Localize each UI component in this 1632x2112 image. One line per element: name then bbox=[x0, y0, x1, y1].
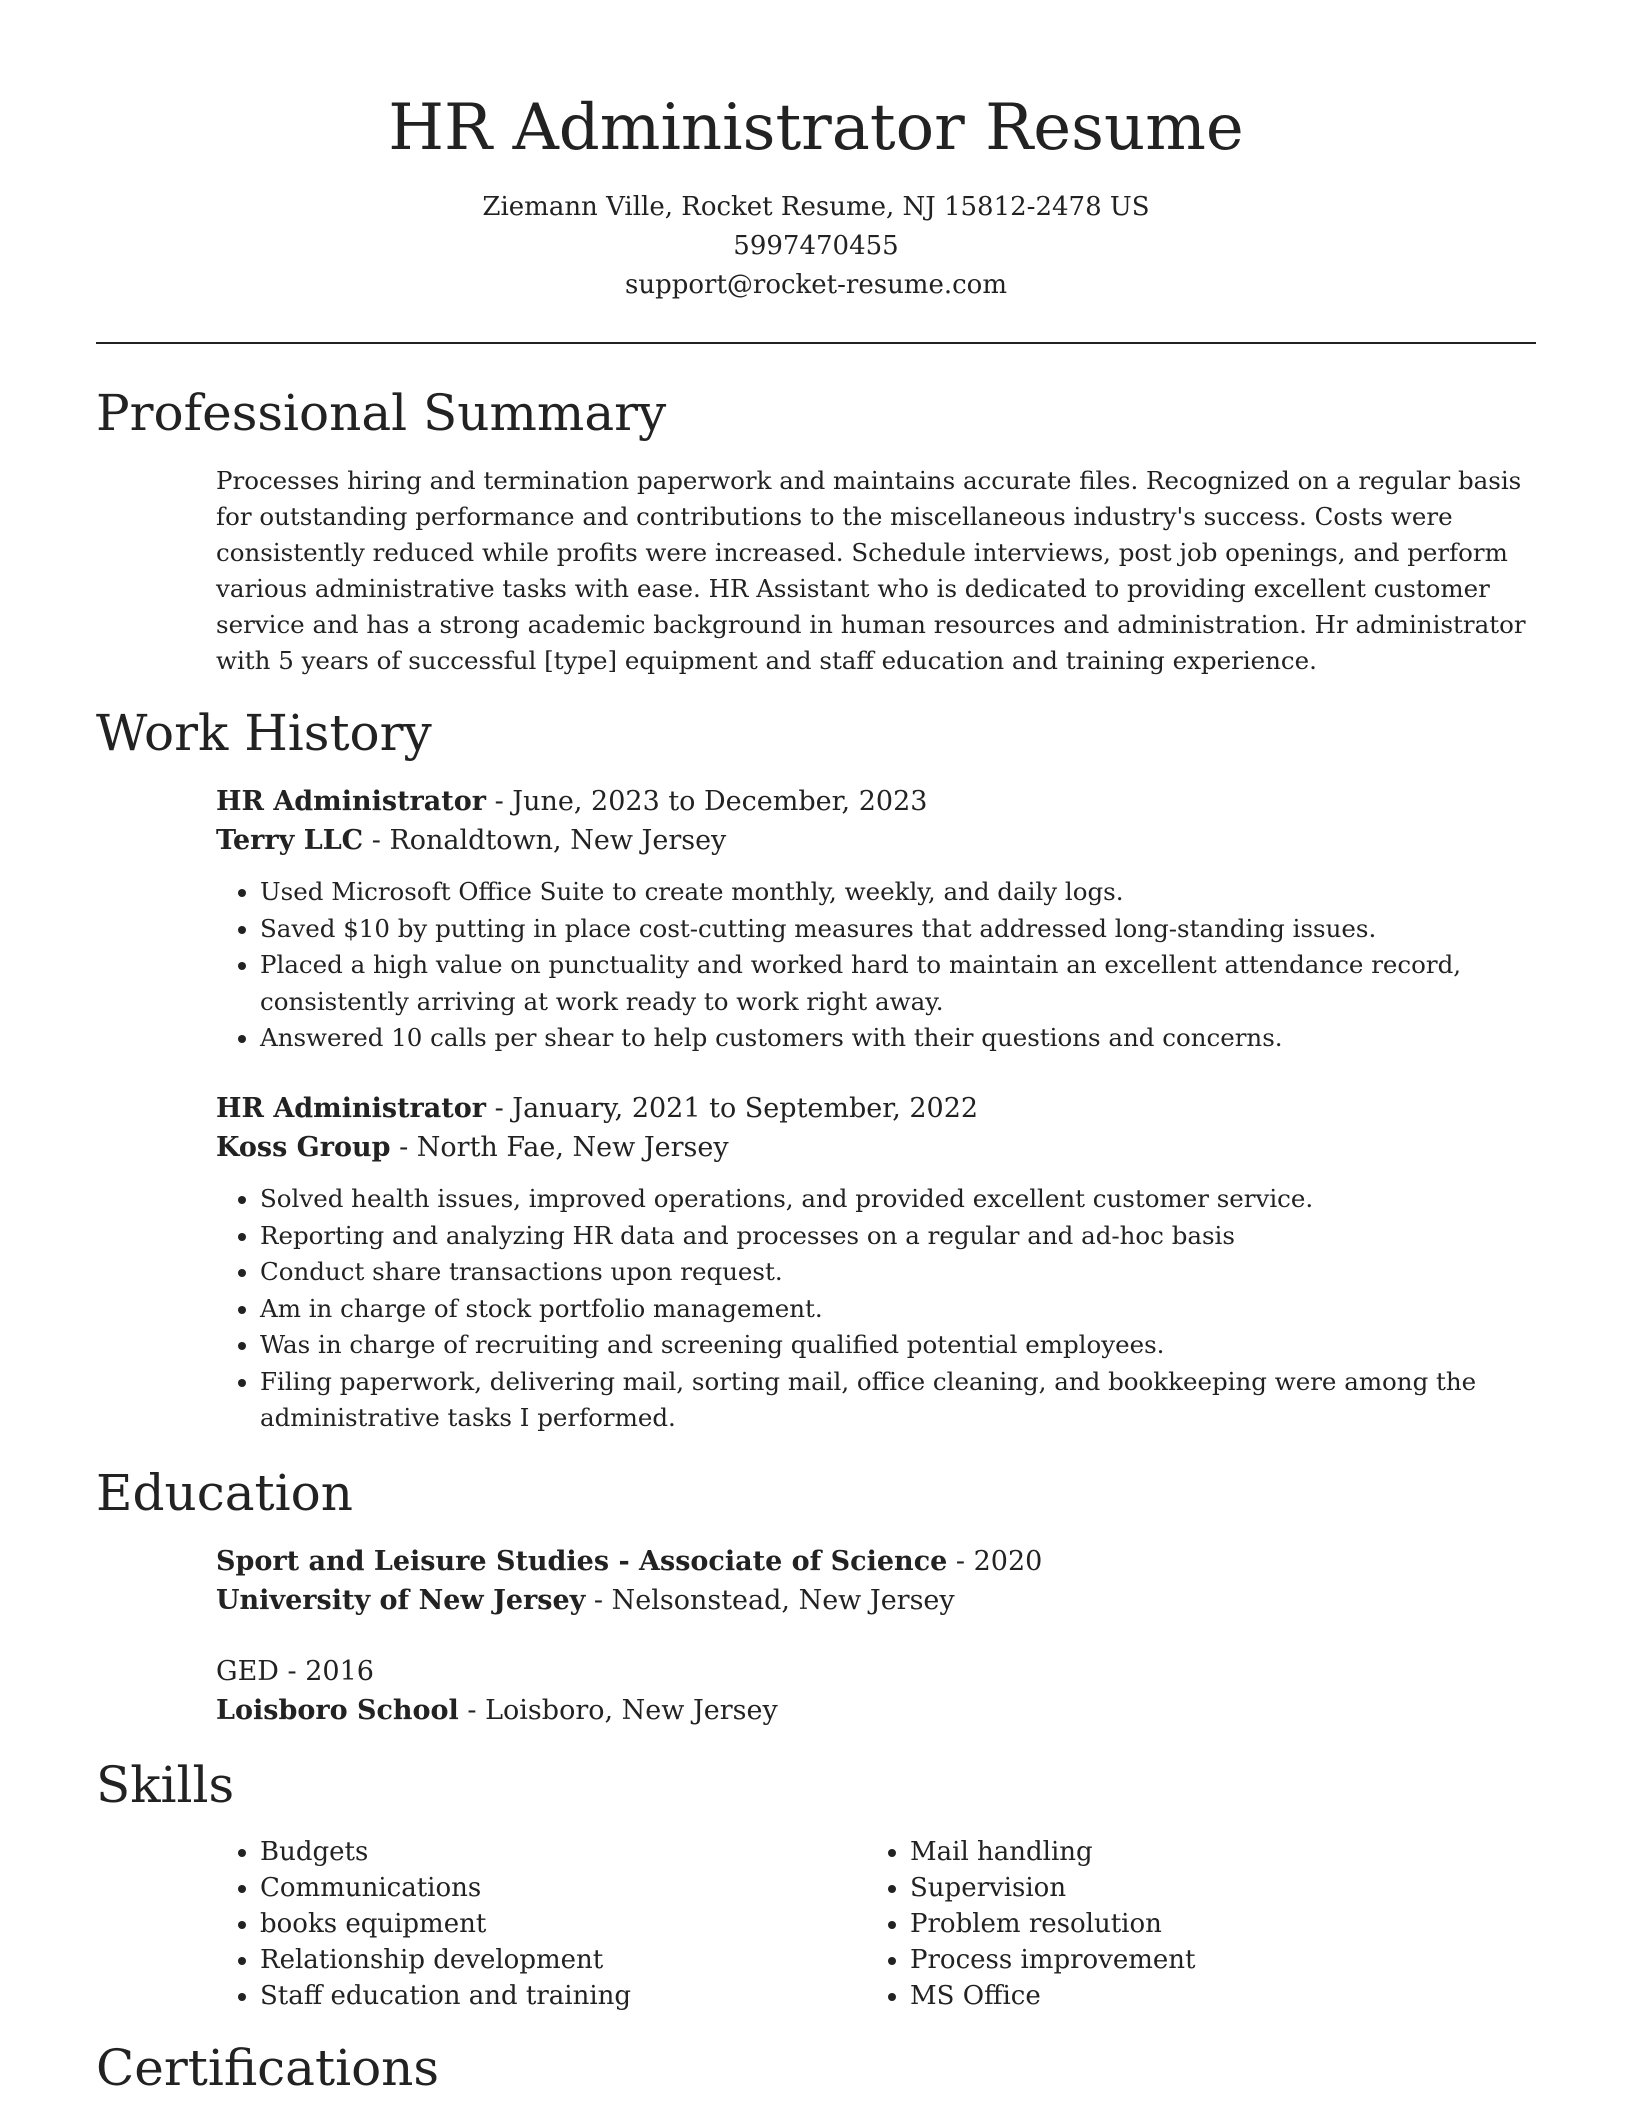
list-item: • Saved $10 by putting in place cost-cutting measures that addressed long-standing issues. bbox=[260, 911, 1526, 948]
work-history-heading: Work History bbox=[96, 704, 432, 762]
certifications-heading: Certifications bbox=[96, 2039, 440, 2097]
job-bullets bbox=[216, 1181, 1526, 1437]
skill-item: • books equipment bbox=[260, 1906, 866, 1942]
list-item: • Conduct share transactions upon request. bbox=[260, 1254, 1526, 1291]
education-school-line bbox=[216, 1691, 1526, 1730]
education-location: - Nelsonstead, New Jersey bbox=[585, 1585, 955, 1616]
email: support@rocket-resume.com bbox=[624, 270, 1007, 300]
skill-item: • Mail handling bbox=[910, 1834, 1195, 1870]
job-position: HR Administrator bbox=[216, 1093, 486, 1124]
job-location: - North Fae, New Jersey bbox=[390, 1132, 729, 1163]
job-location: - Ronaldtown, New Jersey bbox=[363, 825, 727, 856]
skills-column-left bbox=[216, 1834, 866, 2014]
summary-heading: Professional Summary bbox=[96, 384, 667, 442]
skill-item: • MS Office bbox=[910, 1978, 1195, 2014]
skill-item: • Budgets bbox=[260, 1834, 866, 1870]
list-item: • Used Microsoft Office Suite to create monthly, weekly, and daily logs. bbox=[260, 874, 1526, 911]
education-entry bbox=[216, 1652, 1526, 1730]
education-year: - 2020 bbox=[947, 1546, 1043, 1577]
job-company-line bbox=[216, 1128, 1526, 1167]
skills-heading: Skills bbox=[96, 1756, 235, 1814]
education-program-line: GED - 2016 bbox=[216, 1656, 374, 1687]
job-title-line bbox=[216, 782, 1526, 821]
address: Ziemann Ville, Rocket Resume, NJ 15812-2478 US bbox=[482, 192, 1150, 222]
skill-item: • Relationship development bbox=[260, 1942, 866, 1978]
skills-column-right bbox=[866, 1834, 1195, 2014]
education-school-line bbox=[216, 1581, 1526, 1620]
skill-item: • Communications bbox=[260, 1870, 866, 1906]
job-position: HR Administrator bbox=[216, 786, 486, 817]
phone: 5997470455 bbox=[733, 231, 899, 261]
job-bullets bbox=[216, 874, 1526, 1057]
header-divider bbox=[96, 342, 1536, 344]
education-program-line bbox=[216, 1542, 1526, 1581]
list-item: • Filing paperwork, delivering mail, sorting mail, office cleaning, and bookkeeping were among the administrative tasks I performed. bbox=[260, 1364, 1526, 1437]
summary-text: Processes hiring and termination paperwork and maintains accurate files. Recognized on a regular basis for outstanding performance and contributions to the miscellaneous industry's success. Costs were consistently reduced while profits were increased. Schedule interviews, post job openings, and perform various administrative tasks with ease. HR Assistant who is dedicated to providing excellent customer service and has a strong academic background in human resources and administration. Hr administrator with 5 years of successful [type] equipment and staff education and training experience. bbox=[216, 466, 1526, 675]
job-entry bbox=[216, 1089, 1526, 1437]
education-entry bbox=[216, 1542, 1526, 1620]
list-item: • Reporting and analyzing HR data and processes on a regular and ad-hoc basis bbox=[260, 1218, 1526, 1255]
skill-item: • Process improvement bbox=[910, 1942, 1195, 1978]
list-item: • Placed a high value on punctuality and worked hard to maintain an excellent attendance record, consistently arriving at work ready to work right away. bbox=[260, 947, 1526, 1020]
skill-item: • Supervision bbox=[910, 1870, 1195, 1906]
skill-item: • Problem resolution bbox=[910, 1906, 1195, 1942]
contact-info bbox=[0, 188, 1632, 305]
job-entry bbox=[216, 782, 1526, 1057]
resume-header bbox=[0, 0, 1632, 305]
education-location: - Loisboro, New Jersey bbox=[458, 1695, 778, 1726]
list-item: • Solved health issues, improved operations, and provided excellent customer service. bbox=[260, 1181, 1526, 1218]
job-company-line bbox=[216, 821, 1526, 860]
list-item: • Was in charge of recruiting and screening qualified potential employees. bbox=[260, 1327, 1526, 1364]
skill-item: • Staff education and training bbox=[260, 1978, 866, 2014]
job-company: Terry LLC bbox=[216, 825, 364, 856]
education-program: Sport and Leisure Studies - Associate of Science bbox=[216, 1546, 948, 1577]
job-title-line bbox=[216, 1089, 1526, 1128]
education-heading: Education bbox=[96, 1464, 353, 1522]
list-item: • Am in charge of stock portfolio management. bbox=[260, 1291, 1526, 1328]
education-school: University of New Jersey bbox=[216, 1585, 586, 1616]
resume-title: HR Administrator Resume bbox=[388, 91, 1244, 165]
education-school: Loisboro School bbox=[216, 1695, 459, 1726]
summary-section bbox=[216, 463, 1526, 679]
job-dates: - June, 2023 to December, 2023 bbox=[486, 786, 928, 817]
list-item: • Answered 10 calls per shear to help customers with their questions and concerns. bbox=[260, 1020, 1526, 1057]
skills-list bbox=[216, 1834, 1526, 2014]
job-company: Koss Group bbox=[216, 1132, 391, 1163]
job-dates: - January, 2021 to September, 2022 bbox=[486, 1093, 979, 1124]
